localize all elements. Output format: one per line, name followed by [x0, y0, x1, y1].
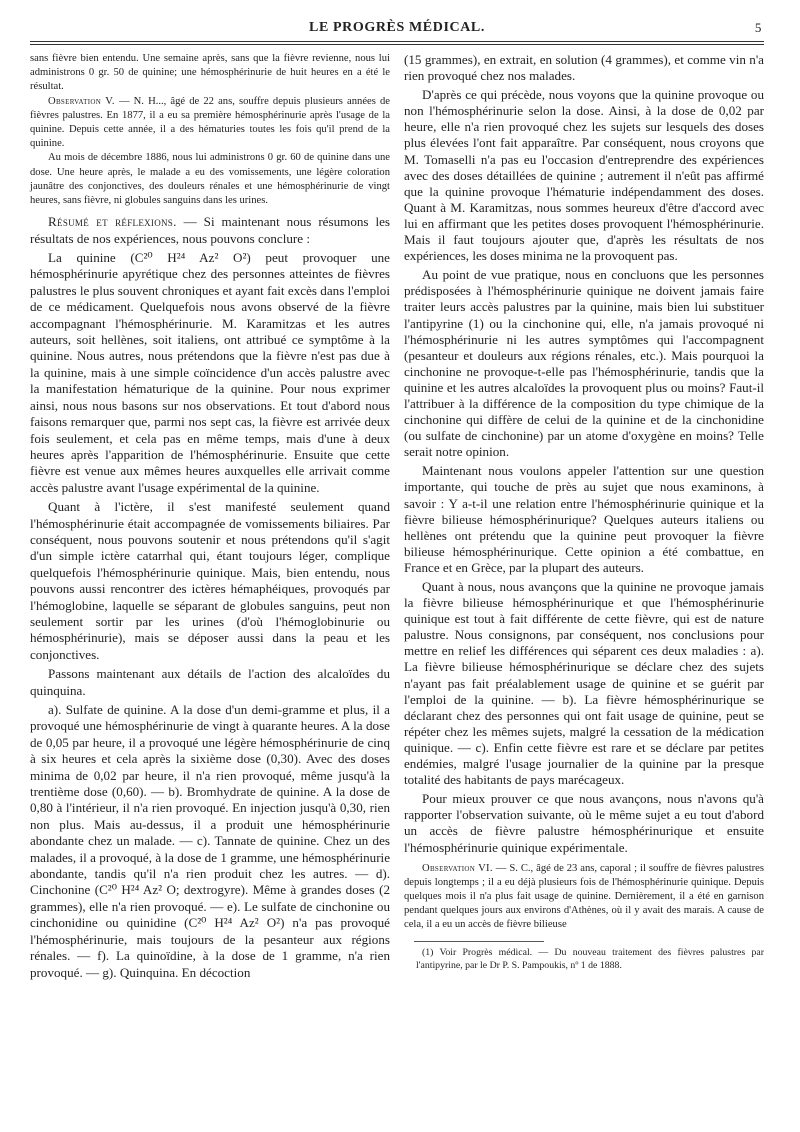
page-header: [30, 18, 764, 38]
page-number: 5: [754, 20, 762, 35]
paragraph: Pour mieux prouver ce que nous avançons, nous n'avons qu'à rapporter l'observation suivante, où le même sujet a eu tout d'abord un accès de fièvre palustre hémosphérinurique et ensuite l'hémosphérinurie quinique expérimentale.: [404, 791, 764, 855]
paragraph: D'après ce qui précède, nous voyons que la quinine provoque ou non l'hémosphérinurie selon la dose. Ainsi, à la dose de 0,02 par heure, elle n'a rien provoqué chez les sujets sur lesquels des doses plus élevées l'ont fait apparaître. Par conséquent, nous croyons que M. Tomaselli n'a pas eu l'occasion d'entreprendre des expériences avec des doses détaillées de quinine ; autrement il n'eût pas affirmé que la quinine provoque l'hématurie indépendamment des doses. Quant à M. Karamitzas, nous sommes heureux d'être d'accord avec lui en affirmant que les petites doses provoquent l'hémosphérinurie. Mais il faut toujours ajouter que, d'après les résultats de nos expériences, les doses minima ne la provoquent pas.: [404, 87, 764, 264]
footnote-rule: [414, 941, 544, 942]
observation-label: Observation VI.: [422, 862, 493, 874]
section-intro: — Si maintenant nous résumons les résultats de nos expériences, nous pouvons conclure :: [30, 214, 390, 246]
right-column: [404, 52, 764, 981]
observation-5: [30, 95, 390, 152]
two-column-body: [30, 52, 764, 981]
observation-text: — S. C., âgé de 23 ans, caporal ; il souffre de fièvres palustres depuis longtemps ; il a eu déjà plusieurs fois de l'hémosphérinurie quinique. Depuis quelques mois il n'a plus fait usage de quinine. Dernièrement, il a été en garnison pendant quelques jours aux environs d'Athènes, où il y avait des marais. A cause de cela, il a eu un accès de fièvre bilieuse: [404, 862, 765, 931]
left-column: [30, 52, 390, 981]
paragraph: Quant à nous, nous avançons que la quinine ne provoque jamais la fièvre bilieuse hémosphérinurique et que l'hémosphérinurie quinique est tout à fait différente de cette fièvre, qui est de nature palustre. Nous consignons, par conséquent, nos conclusions pour mettre en relief les différences qui séparent ces deux maladies : a). La fièvre bilieuse hémosphérinurique se déclare chez des sujets n'ayant pas fait préalablement usage de quinine et se guérit par l'emploi de la quinine. — b). La fièvre hémosphérinurique se déclarant chez des personnes qui ont fait usage de quinine, peut se répéter chez les mêmes sujets, malgré la cessation de la médication quinique. — c). Enfin cette fièvre est rare et se déclare par petites endémies, malgré l'usage journalier de la quinine par la presque totalité des habitants de pays marécageux.: [404, 579, 764, 788]
paragraph: a). Sulfate de quinine. A la dose d'un demi-gramme et plus, il a provoqué une hémosphérinurie de vingt à quarante heures. A la dose de 0,05 par heure, il a provoqué une légère hémosphérinurie de cinq à six heures et cela après la sixième dose (0,30). Avec des doses minima de 0,02 par heure, il n'a rien provoqué, même jusqu'à la trentième dose (0,60). — b). Bromhydrate de quinine. A la dose de 0,80 à l'intérieur, il n'a rien provoqué. En injection jusqu'à 0,30, rien non plus. Mais au-dessus, il a produit une hémosphérinurie abondante chez un malade. — c). Tannate de quinine. Chez un des malades, il a provoqué, à la dose de 1 gramme, une hémosphérinurie abondante, tandis qu'il n'a rien produit chez les autres. — d). Cinchonine (C²⁰ H²⁴ Az² O; dextrogyre). Même à grandes doses (2 grammes), elle n'a rien provoqué. — e). Le sulfate de cinchonine ou cinchonidine ou quinidine (C²⁰ H²⁴ Az² O²) n'a pas provoqué l'hémosphérinurie, mais toujours de la pesanteur aux régions rénales. — f). La quinoïdine, à la dose de 1 gramme, n'a rien provoqué. — g). Quinquina. En décoction: [30, 702, 390, 980]
journal-title: LE PROGRÈS MÉDICAL.: [309, 20, 485, 35]
observation-6: [404, 862, 764, 933]
observation-text: — N. H..., âgé de 22 ans, souffre depuis plusieurs années de fièvres palustres. En 1877, il a eu sa première hémosphérinurie après l'usage de la quinine. Depuis cette année, il a des hématuries toutes les fois qu'il prend de la quinine.: [30, 95, 390, 150]
paragraph: Passons maintenant aux détails de l'action des alcaloïdes du quinquina.: [30, 666, 390, 698]
paragraph: Au point de vue pratique, nous en concluons que les personnes prédisposées à l'hémosphérinurie quinique ne doivent jamais faire traiter leurs accès palustres par la quinine, mais bien lui substituer l'antipyrine (1) ou la cinchonine qui, elle, n'a jamais provoqué ni l'hémosphérinurie ni les autres symptômes qui l'accompagnent (pesanteur et douleurs aux régions rénales, etc.). Mais pourquoi la cinchonine ne provoque-t-elle pas l'hémosphérinurie, tandis que la quinine et les autres alcaloïdes la provoquent plus ou moins? Faut-il l'attribuer à la différence de la composition du type chimique de la cinchonine qui diffère de celui de la quinine et de la cinchonidine (ou sulfate de cinchonine) par un atome d'oxygène en moins? Telle serait notre opinion.: [404, 267, 764, 460]
paragraph: sans fièvre bien entendu. Une semaine après, sans que la fièvre revienne, nous lui administrons 0 gr. 50 de quinine; une hémosphérinurie de huit heures en a été le résultat.: [30, 53, 390, 93]
paragraph: Quant à l'ictère, il s'est manifesté seulement quand l'hémosphérinurie était accompagnée de vomissements biliaires. Par conséquent, nous pouvons soutenir et nous prétendons qu'il s'agit d'un simple ictère catarrhal qui, étant toujours léger, complique quelquefois l'hémosphérinurie quinique. Mais, bien entendu, nous pouvons aussi rencontrer des ictères hémaphéiques, provoqués par l'hémoglobine, laquelle se séparant de globules sanguins, peut non seulement sortir par les urines (d'où l'hémoglobinurie ou hémosphérinurie), mais se déposer aussi dans la peau et les conjonctives.: [30, 499, 390, 662]
paragraph: (15 grammes), en extrait, en solution (4 grammes), et comme vin n'a rien provoqué chez nos malades.: [404, 52, 764, 84]
summary-heading-paragraph: [30, 214, 390, 247]
footnote: (1) Voir Progrès médical. — Du nouveau traitement des fièvres palustres par l'antipyrine, par le Dr P. S. Pampoukis, nº 1 de 1888.: [416, 946, 764, 971]
paragraph: La quinine (C²⁰ H²⁴ Az² O²) peut provoquer une hémosphérinurie apyrétique chez des personnes atteintes de fièvres palustres le plus souvent chroniques et ayant fait excès dans l'emploi de ce médicament. Quelquefois nous avons observé de la fièvre accompagnant l'hémosphérinurie. M. Karamitzas et les autres auteurs, soit hellènes, soit italiens, ont attribué ce symptôme à la quinine. Nous autres, nous prétendons que la fièvre n'est pas due à la quinine, mais à une simple coïncidence d'un accès palustre avec la manifestation hématurique de la quinine. Pour nous exprimer ainsi, nous nous basons sur nos observations. Et tout d'abord nous faisons remarquer que, parmi nos sept cas, la fièvre est arrivée deux fois seulement, et cela pas en même temps, mais d'une à deux heures après l'apparition de l'hémosphérinurie. Ensuite que cette fièvre est venue aux mêmes heures auxquelles elle arrivait comme accès palustre avant l'usage expérimental de la quinine.: [30, 250, 390, 495]
paragraph: Au mois de décembre 1886, nous lui administrons 0 gr. 60 de quinine dans une dose. Une heure après, le malade a eu des vomissements, une légère coloration jaunâtre des conjonctives, des douleurs rénales et une hémosphérinurie de vingt heures, sans fièvre, ni globules sanguins dans les urines.: [30, 152, 390, 207]
header-rule: [30, 41, 764, 45]
observation-label: Observation V.: [48, 95, 115, 107]
section-label: Résumé et réflexions.: [48, 214, 177, 230]
paragraph: Maintenant nous voulons appeler l'attention sur une question importante, qui touche de près au sujet que nous examinons, à savoir : Y a-t-il une relation entre l'hémosphérinurie quinique et la fièvre bilieuse hémosphérinurique? Quelques auteurs italiens ou hellènes ont prétendu que la quinine peut provoquer la fièvre bilieuse hémosphérinurique. Cette opinion a été combattue, en France et en Grèce, par la plupart des auteurs.: [404, 463, 764, 575]
